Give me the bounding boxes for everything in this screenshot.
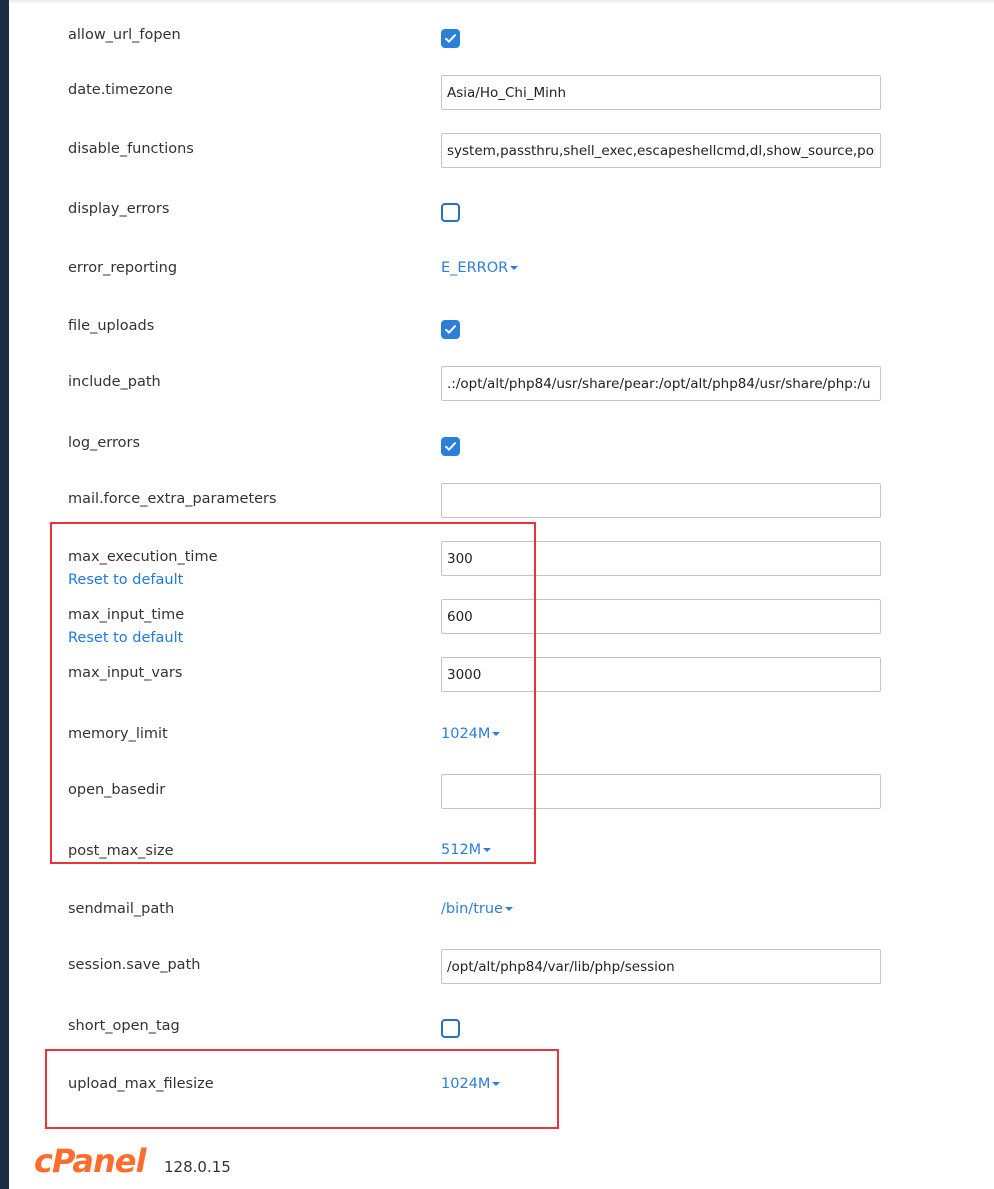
checkbox-log-errors[interactable] — [441, 437, 460, 456]
dropdown-sendmail-path[interactable] — [441, 901, 513, 917]
dropdown-value: 512M — [441, 842, 482, 858]
checkmark-icon — [444, 440, 457, 453]
checkbox-allow-url-fopen[interactable] — [441, 29, 460, 48]
input-open-basedir[interactable] — [441, 774, 881, 809]
label-mail-force-extra-parameters: mail.force_extra_parameters — [68, 491, 277, 507]
input-session-save-path[interactable] — [441, 949, 881, 984]
label-date-timezone: date.timezone — [68, 82, 173, 98]
label-display-errors: display_errors — [68, 201, 170, 217]
checkmark-icon — [444, 323, 457, 336]
label-disable-functions: disable_functions — [68, 141, 194, 157]
input-mail-force-extra-parameters[interactable] — [441, 483, 881, 518]
label-upload-max-filesize: upload_max_filesize — [68, 1076, 214, 1092]
left-sidebar-edge — [0, 0, 9, 1189]
caret-down-icon — [492, 1082, 500, 1086]
cpanel-logo: cPanel — [34, 1142, 146, 1180]
checkbox-short-open-tag[interactable] — [441, 1019, 460, 1038]
dropdown-post-max-size[interactable] — [441, 842, 491, 858]
dropdown-value: E_ERROR — [441, 260, 509, 276]
dropdown-value: /bin/true — [441, 901, 503, 917]
input-max-execution-time[interactable] — [441, 541, 881, 576]
label-include-path: include_path — [68, 374, 161, 390]
caret-down-icon — [510, 266, 518, 270]
version-number: 128.0.15 — [164, 1158, 231, 1176]
label-max-input-time: max_input_time — [68, 607, 185, 623]
dropdown-memory-limit[interactable] — [441, 726, 500, 742]
dropdown-upload-max-filesize[interactable] — [441, 1076, 500, 1092]
caret-down-icon — [492, 732, 500, 736]
input-max-input-vars[interactable] — [441, 657, 881, 692]
label-log-errors: log_errors — [68, 435, 141, 451]
dropdown-value: 1024M — [441, 726, 491, 742]
caret-down-icon — [483, 848, 491, 852]
reset-max-input-time-link[interactable]: Reset to default — [68, 630, 184, 646]
label-short-open-tag: short_open_tag — [68, 1018, 180, 1034]
label-error-reporting: error_reporting — [68, 260, 178, 276]
checkbox-display-errors[interactable] — [441, 203, 460, 222]
label-max-execution-time: max_execution_time — [68, 549, 218, 565]
label-file-uploads: file_uploads — [68, 318, 155, 334]
reset-max-execution-time-link[interactable]: Reset to default — [68, 572, 184, 588]
label-sendmail-path: sendmail_path — [68, 901, 175, 917]
dropdown-error-reporting[interactable] — [441, 260, 518, 276]
label-allow-url-fopen: allow_url_fopen — [68, 27, 181, 43]
label-post-max-size: post_max_size — [68, 843, 174, 859]
input-date-timezone[interactable] — [441, 75, 881, 110]
input-disable-functions[interactable] — [441, 133, 881, 168]
checkbox-file-uploads[interactable] — [441, 320, 460, 339]
checkmark-icon — [444, 32, 457, 45]
caret-down-icon — [505, 907, 513, 911]
dropdown-value: 1024M — [441, 1076, 491, 1092]
input-include-path[interactable] — [441, 366, 881, 401]
label-max-input-vars: max_input_vars — [68, 665, 183, 681]
label-memory-limit: memory_limit — [68, 726, 168, 742]
input-max-input-time[interactable] — [441, 599, 881, 634]
top-divider — [9, 0, 994, 4]
label-session-save-path: session.save_path — [68, 957, 201, 973]
label-open-basedir: open_basedir — [68, 782, 166, 798]
